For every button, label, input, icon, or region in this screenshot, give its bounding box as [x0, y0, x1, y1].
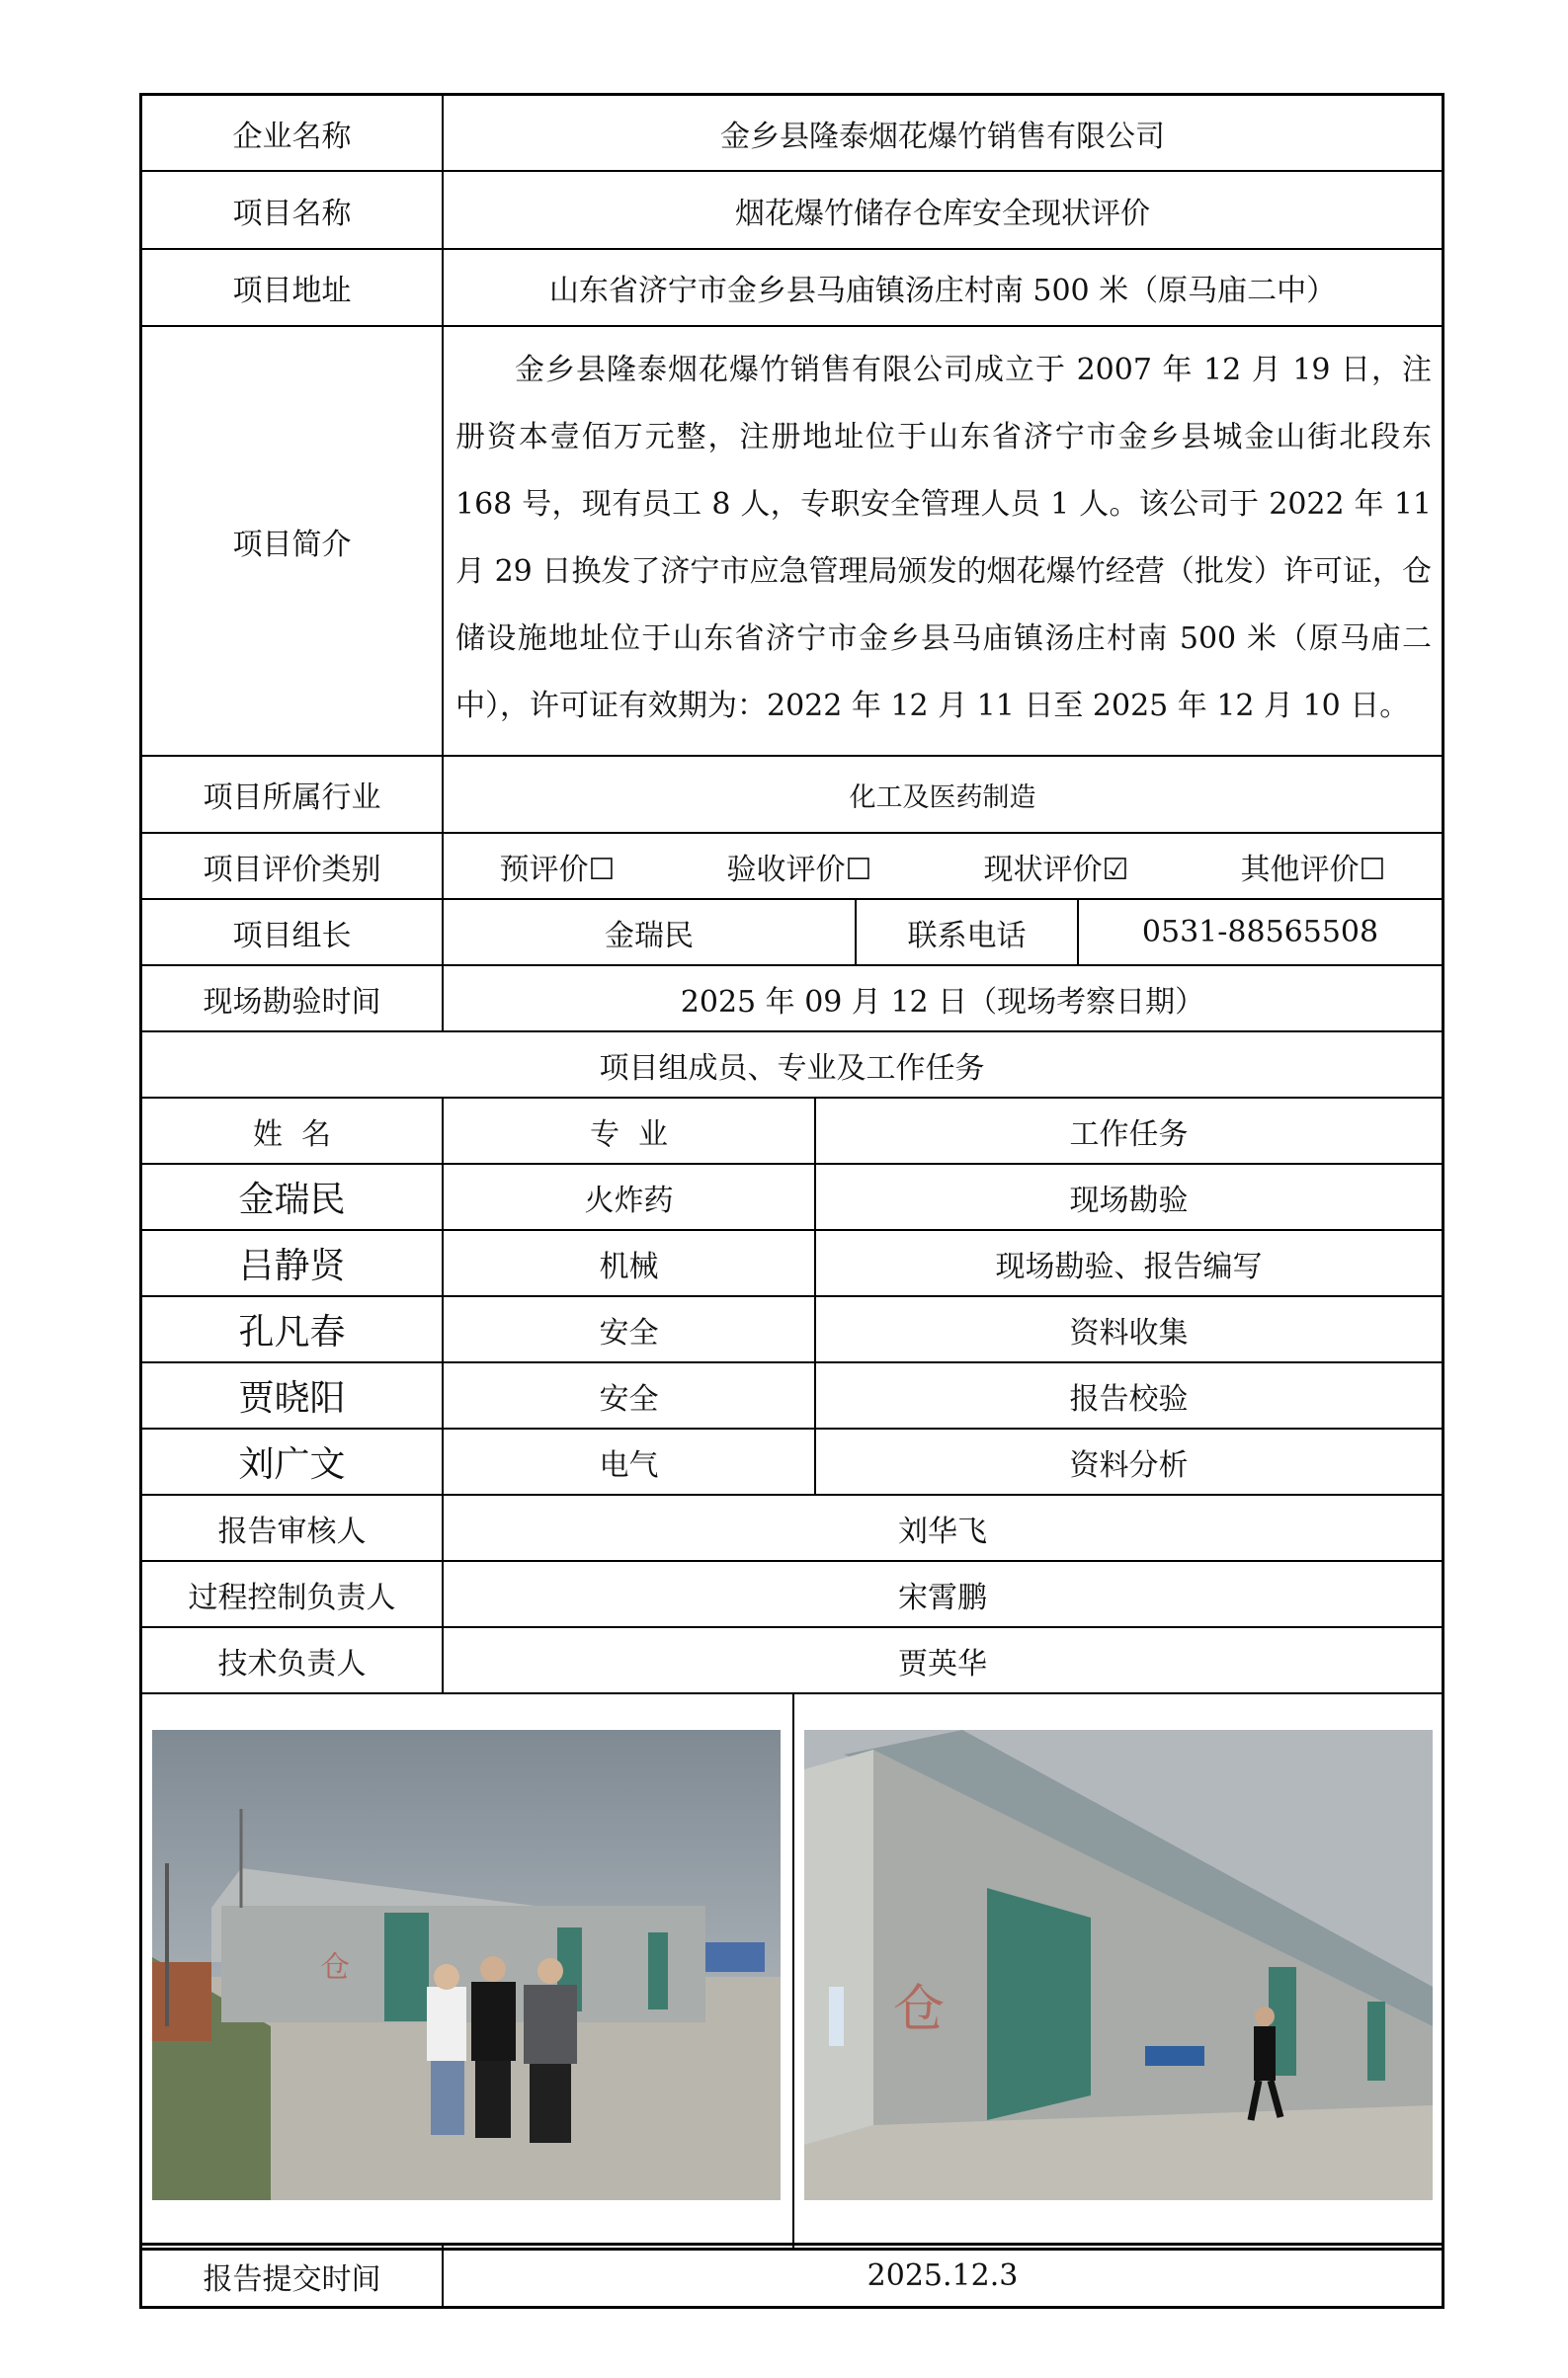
project-info-table: [139, 93, 1444, 2251]
company-row: [142, 96, 1442, 172]
project-address-value: 山东省济宁市金乡县马庙镇汤庄村南 500 米（原马庙二中）: [548, 274, 1337, 308]
leader-row: [142, 900, 1442, 966]
member-major: 电气: [444, 1430, 816, 1494]
project-address-label: 项目地址: [142, 250, 444, 325]
member-name: 孔凡春: [142, 1297, 444, 1361]
member-name: 吕静贤: [142, 1231, 444, 1295]
eval-option-acceptance: 验收评价☐: [726, 852, 872, 887]
members-title-row: [142, 1032, 1442, 1099]
eval-type-row: [142, 834, 1442, 900]
member-major: 机械: [444, 1231, 816, 1295]
leader-label: 项目组长: [142, 900, 444, 964]
members-header-row: [142, 1099, 1442, 1165]
survey-time-row: [142, 966, 1442, 1032]
leader-value: 金瑞民: [444, 900, 857, 964]
project-intro-label: 项目简介: [142, 327, 444, 755]
reviewer-value: 刘华飞: [898, 1514, 987, 1549]
site-photo-left: [152, 1730, 781, 2200]
reviewer-row: [142, 1496, 1442, 1562]
project-intro-text: 金乡县隆泰烟花爆竹销售有限公司成立于 2007 年 12 月 19 日，注册资本壹佰万元整，注册地址位于山东省济宁市金乡县城金山街北段东 168 号，现有员工 8 人，专职安全管理人员 1 人。该公司于 2022 年 11 月 29 日换发了济宁市应急管理局颁发的烟花爆竹经营（批发）许可证，仓储设施地址位于山东省济宁市金乡县马庙镇汤庄村南 500 米（原马庙二中），许可证有效期为：2022 年 12 月 11 日至 2025 年 12 月 10 日。: [455, 353, 1432, 723]
member-name: 刘广文: [142, 1430, 444, 1494]
members-title: 项目组成员、专业及工作任务: [599, 1050, 985, 1086]
industry-label: 项目所属行业: [142, 757, 444, 832]
process-control-label: 过程控制负责人: [142, 1562, 444, 1626]
tech-lead-value: 贾英华: [898, 1646, 987, 1681]
member-name: 金瑞民: [142, 1165, 444, 1229]
project-address-row: [142, 250, 1442, 327]
member-task: 现场勘验、报告编写: [995, 1249, 1263, 1284]
survey-time-value: 2025 年 09 月 12 日（现场考察日期）: [680, 984, 1205, 1020]
header-task: 工作任务: [1069, 1116, 1189, 1152]
process-control-value: 宋霄鹏: [898, 1580, 987, 1615]
member-task: 资料分析: [1069, 1447, 1189, 1483]
header-name: 姓 名: [142, 1099, 444, 1163]
member-major: 火炸药: [444, 1165, 816, 1229]
member-task: 资料收集: [1069, 1315, 1189, 1351]
submit-time-table: [139, 2243, 1444, 2309]
photo-cell-left: [142, 1694, 794, 2248]
member-major: 安全: [444, 1297, 816, 1361]
member-task: 现场勘验: [1069, 1183, 1189, 1218]
industry-row: [142, 757, 1442, 834]
member-row: [142, 1165, 1442, 1231]
eval-type-label: 项目评价类别: [142, 834, 444, 898]
company-value: 金乡县隆泰烟花爆竹销售有限公司: [720, 119, 1165, 154]
project-name-value: 烟花爆竹储存仓库安全现状评价: [735, 196, 1150, 231]
member-task: 报告校验: [1069, 1381, 1189, 1417]
reviewer-label: 报告审核人: [142, 1496, 444, 1560]
submit-time-label: 报告提交时间: [142, 2246, 444, 2306]
eval-type-options: [444, 834, 1442, 898]
eval-option-other: 其他评价☐: [1240, 852, 1386, 887]
phone-value: 0531-88565508: [1141, 915, 1379, 949]
photo-cell-right: [794, 1694, 1442, 2248]
tech-lead-row: [142, 1628, 1442, 1694]
process-control-row: [142, 1562, 1442, 1628]
member-row: [142, 1430, 1442, 1496]
phone-label: 联系电话: [857, 900, 1079, 964]
photo-right-wall-text: 仓: [893, 1980, 946, 2039]
project-intro-row: [142, 327, 1442, 757]
eval-option-pre: 预评价☐: [499, 852, 616, 887]
header-major: 专 业: [444, 1099, 816, 1163]
member-row: [142, 1363, 1442, 1430]
member-major: 安全: [444, 1363, 816, 1428]
member-name: 贾晓阳: [142, 1363, 444, 1428]
project-name-row: [142, 172, 1442, 250]
member-row: [142, 1297, 1442, 1363]
industry-value: 化工及医药制造: [849, 781, 1036, 813]
survey-time-label: 现场勘验时间: [142, 966, 444, 1030]
site-photo-right: [804, 1730, 1433, 2200]
photo-left-wall-text: 仓: [320, 1950, 350, 1985]
submit-time-value: 2025.12.3: [867, 2258, 1019, 2293]
eval-option-current: 现状评价☑: [983, 852, 1129, 887]
member-row: [142, 1231, 1442, 1297]
company-label: 企业名称: [142, 96, 444, 170]
tech-lead-label: 技术负责人: [142, 1628, 444, 1692]
project-name-label: 项目名称: [142, 172, 444, 248]
photos-row: [142, 1694, 1442, 2248]
